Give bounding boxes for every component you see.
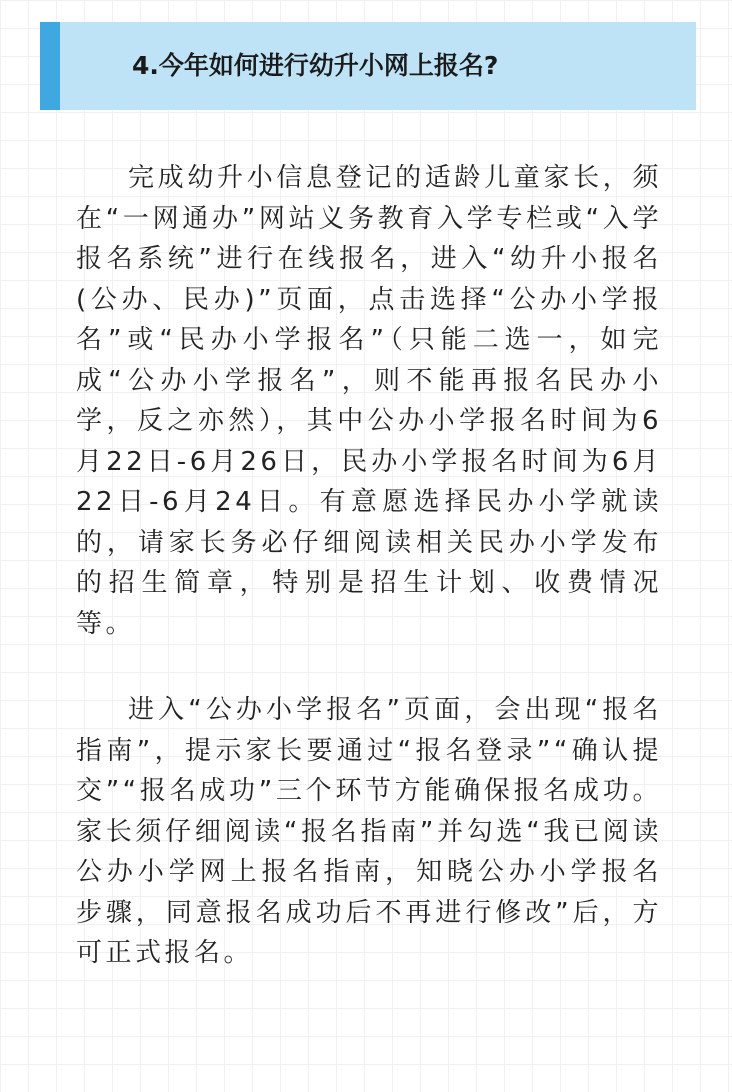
paragraph-registration-steps: 完成幼升小信息登记的适龄儿童家长，须在“一网通办”网站义务教育入学专栏或“入学报名系统”进行在线报名，进入“幼升小报名(公办、民办)”页面，点击选择“公办小学报名”或“民办小学报名”（只能二选一，如完成“公办小学报名”，则不能再报名民办小学，反之亦然），其中公办小学报名时间为6月22日-6月26日，民办小学报名时间为6月22日-6月24日。有意愿选择民办小学就读的，请家长务必仔细阅读相关民办小学发布的招生简章，特别是招生计划、收费情况等。 [76,163,662,639]
article-body [76,158,662,974]
section-title: 4.今年如何进行幼升小网上报名? [132,51,499,80]
section-header [40,22,696,110]
paragraph-registration-guide: 进入“公办小学报名”页面，会出现“报名指南”，提示家长要通过“报名登录”“确认提交”“报名成功”三个环节方能确保报名成功。家长须仔细阅读“报名指南”并勾选“我已阅读公办小学网上报名指南，知晓公办小学报名步骤，同意报名成功后不再进行修改”后，方可正式报名。 [76,695,662,968]
